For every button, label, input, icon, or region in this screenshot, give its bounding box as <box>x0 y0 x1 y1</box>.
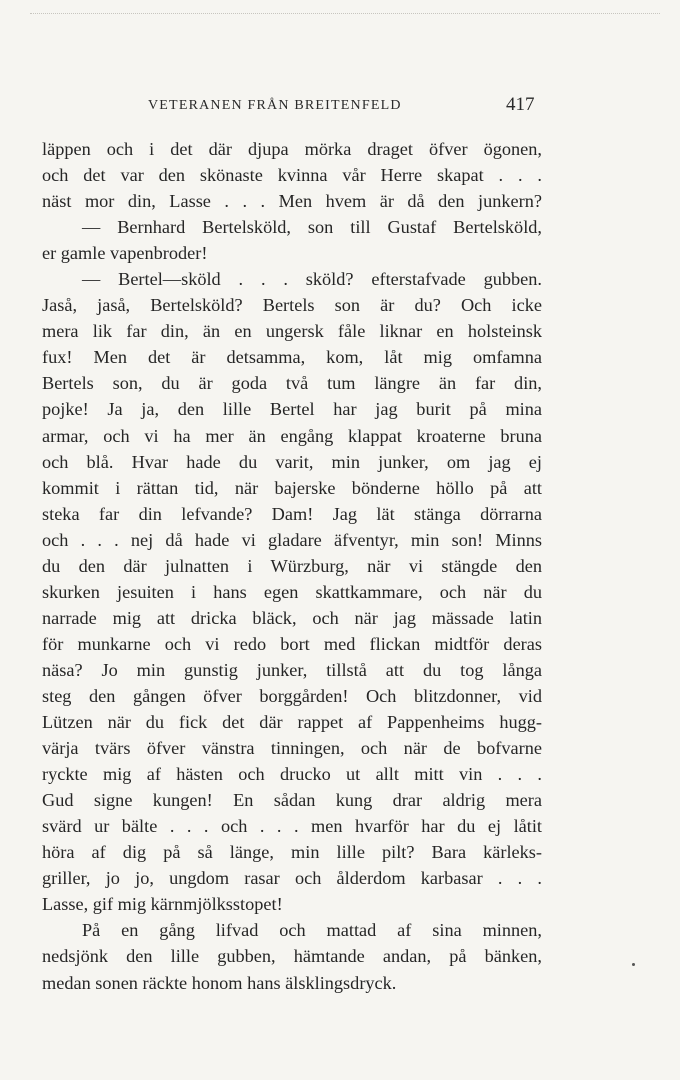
text-line: griller, jo jo, ungdom rasar och ålderdom karbasar . . . <box>42 868 542 889</box>
text-line: Gud signe kungen! En sådan kung drar aldrig mera <box>42 790 542 811</box>
text-line: du den där julnatten i Würzburg, när vi stängde den <box>42 555 542 576</box>
text-line: svärd ur bälte . . . och . . . men hvarför har du ej låtit <box>42 816 542 837</box>
text-line: värja tvärs öfver vänstra tinningen, och när de bofvarne <box>42 738 542 759</box>
text-line: steka far din lefvande? Dam! Jag lät stänga dörrarna <box>42 503 542 524</box>
text-line: er gamle vapenbroder! <box>42 243 208 264</box>
text-line: näsa? Jo min gunstig junker, tillstå att du tog långa <box>42 659 542 680</box>
page-header <box>0 96 680 120</box>
text-line: näst mor din, Lasse . . . Men hvem är då den junkern? <box>42 191 542 212</box>
text-line: och det var den skönaste kvinna vår Herre skapat . . . <box>42 165 542 186</box>
text-line: — Bertel—sköld . . . sköld? efterstafvade gubben. <box>82 269 542 290</box>
text-line: mera lik far din, än en ungersk fåle liknar en holsteinsk <box>42 321 542 342</box>
text-line: narrade mig att dricka bläck, och när jag mässade latin <box>42 607 542 628</box>
text-line: höra af dig på så länge, min lille pilt? Bara kärleks- <box>42 842 542 863</box>
text-line: Lützen när du fick det där rappet af Pappenheims hugg- <box>42 712 542 733</box>
ink-speck <box>632 963 635 966</box>
text-line: för munkarne och vi redo bort med flickan midtför deras <box>42 633 542 654</box>
text-line: medan sonen räckte honom hans älsklingsdryck. <box>42 972 397 993</box>
running-title: VETERANEN FRÅN BREITENFELD <box>148 98 402 113</box>
text-line: skurken jesuiten i hans egen skattkammare, och när du <box>42 581 542 602</box>
text-line: På en gång lifvad och mattad af sina minnen, <box>82 920 542 941</box>
text-line: — Bernhard Bertelsköld, son till Gustaf Bertelsköld, <box>82 217 542 238</box>
top-edge-rule <box>30 13 660 14</box>
text-line: Lasse, gif mig kärnmjölksstopet! <box>42 894 283 915</box>
text-line: Jaså, jaså, Bertelsköld? Bertels son är du? Och icke <box>42 295 542 316</box>
text-line: och blå. Hvar hade du varit, min junker, om jag ej <box>42 451 542 472</box>
text-line: läppen och i det där djupa mörka draget öfver ögonen, <box>42 139 542 159</box>
page-number: 417 <box>506 94 535 115</box>
text-line: fux! Men det är detsamma, kom, låt mig omfamna <box>42 347 542 368</box>
text-line: och . . . nej då hade vi gladare äfventyr, min son! Minns <box>42 529 542 550</box>
text-line: pojke! Ja ja, den lille Bertel har jag burit på mina <box>42 399 542 420</box>
text-line: nedsjönk den lille gubben, hämtande andan, på bänken, <box>42 946 542 967</box>
body-text <box>42 136 542 996</box>
text-line: armar, och vi ha mer än engång klappat kroaterne bruna <box>42 425 542 446</box>
text-line: steg den gången öfver borggården! Och blitzdonner, vid <box>42 685 542 706</box>
text-line: ryckte mig af hästen och drucko ut allt mitt vin . . . <box>42 764 542 785</box>
text-line: Bertels son, du är goda två tum längre än far din, <box>42 373 542 394</box>
text-line: kommit i rättan tid, när bajerske bönderne höllo på att <box>42 477 542 498</box>
